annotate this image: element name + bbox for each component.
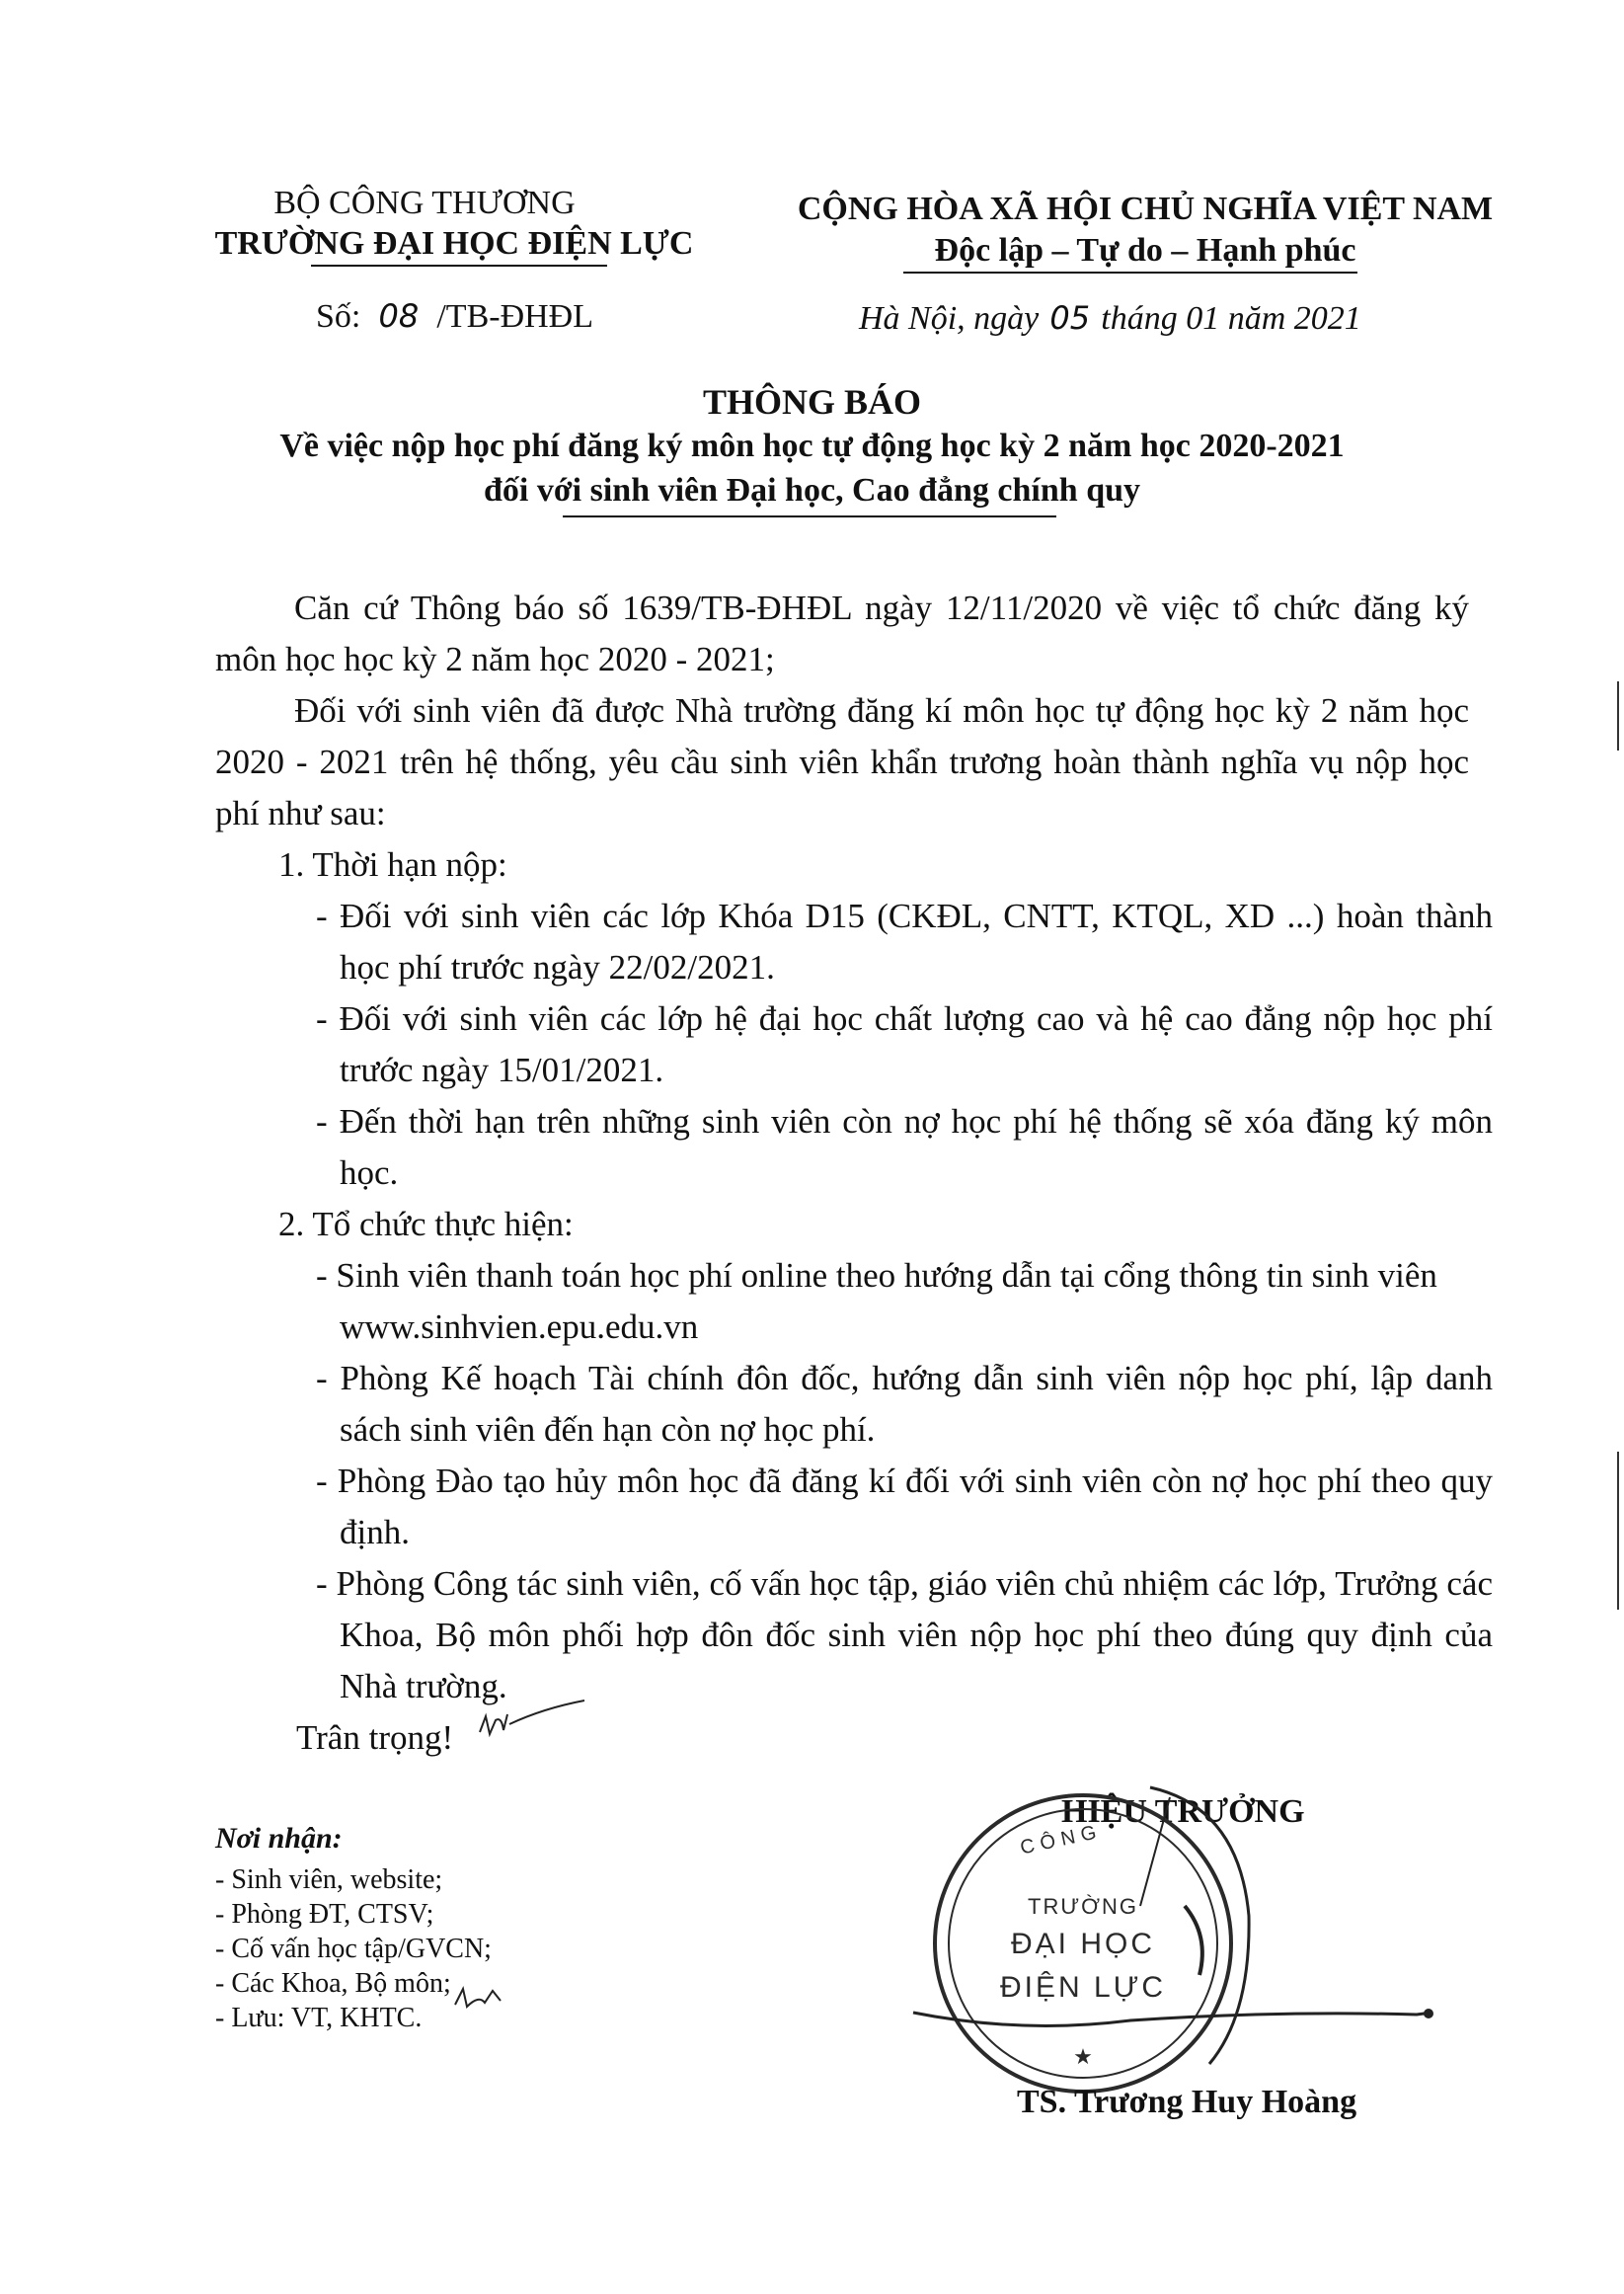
number-value: 08 — [378, 297, 420, 335]
section-2-heading: 2. Tổ chức thực hiện: — [278, 1205, 574, 1243]
title-underline — [563, 515, 1056, 517]
date-day: 05 — [1049, 299, 1091, 337]
republic-name: CỘNG HÒA XÃ HỘI CHỦ NGHĨA VIỆT NAM — [797, 191, 1494, 227]
national-motto: Độc lập – Tự do – Hạnh phúc — [934, 232, 1356, 269]
recipient-initial-mark — [449, 1965, 518, 2024]
closing-line: Trân trọng! — [296, 1718, 454, 1757]
date-suffix: tháng 01 năm 2021 — [1101, 300, 1361, 337]
notice-subject-line1: Về việc nộp học phí đăng ký môn học tự động học kỳ 2 năm học 2020-2021 — [279, 428, 1345, 464]
document-number — [316, 296, 593, 337]
section-1-item: - Đối với sinh viên các lớp Khóa D15 (CKĐL, CNTT, KTQL, XD ...) hoàn thành học phí trước ngày 22/02/2021. — [316, 897, 1493, 987]
recipient-item: - Cố vấn học tập/GVCN; — [215, 1934, 492, 1964]
scan-edge-mark — [1617, 681, 1619, 751]
section-2-item: - Phòng Công tác sinh viên, cố vấn học tập, giáo viên chủ nhiệm các lớp, Trưởng các Khoa, Bộ môn phối hợp đôn đốc sinh viên nộp học phí theo đúng quy định của Nhà trường. — [316, 1564, 1493, 1705]
paragraph-basis: Căn cứ Thông báo số 1639/TB-ĐHĐL ngày 12/11/2020 về việc tổ chức đăng ký môn học học kỳ 2 năm học 2020 - 2021; — [215, 589, 1469, 678]
motto-underline — [903, 272, 1357, 274]
svg-text:★: ★ — [1073, 2045, 1093, 2070]
scan-edge-mark — [1617, 1452, 1619, 1610]
recipients-heading: Nơi nhận: — [215, 1822, 343, 1855]
number-suffix: /TB-ĐHĐL — [436, 298, 594, 335]
seal-line: ĐIỆN LỰC — [1000, 1971, 1166, 2004]
recipient-item: - Phòng ĐT, CTSV; — [215, 1899, 434, 1930]
seal-line: ĐẠI HỌC — [1010, 1928, 1155, 1960]
number-prefix: Số: — [316, 298, 361, 335]
section-2-item: - Phòng Kế hoạch Tài chính đôn đốc, hướng dẫn sinh viên nộp học phí, lập danh sách sinh viên đến hạn còn nợ học phí. — [316, 1359, 1493, 1449]
recipient-item: - Sinh viên, website; — [215, 1864, 443, 1895]
section-1-item: - Đến thời hạn trên những sinh viên còn nợ học phí hệ thống sẽ xóa đăng ký môn học. — [316, 1102, 1493, 1192]
seal-arc-text: CÔNG — [1018, 1820, 1105, 1859]
place-date — [859, 298, 1361, 339]
school-underline — [311, 265, 607, 267]
seal-line: TRƯỜNG — [1028, 1894, 1138, 1919]
section-2-item: - Phòng Đào tạo hủy môn học đã đăng kí đối với sinh viên còn nợ học phí theo quy định. — [316, 1462, 1493, 1551]
school-name: TRƯỜNG ĐẠI HỌC ĐIỆN LỰC — [214, 225, 694, 262]
paragraph-request: Đối với sinh viên đã được Nhà trường đăng kí môn học tự động học kỳ 2 năm học 2020 - 2021 trên hệ thống, yêu cầu sinh viên khẩn trương hoàn thành nghĩa vụ nộp học phí như sau: — [215, 691, 1469, 832]
signatory-title: HIỆU TRƯỞNG — [1061, 1793, 1305, 1830]
ministry-name: BỘ CÔNG THƯƠNG — [273, 185, 576, 221]
notice-subject-line2: đối với sinh viên Đại học, Cao đẳng chính quy — [483, 472, 1141, 509]
recipient-item: - Các Khoa, Bộ môn; — [215, 1968, 451, 1999]
notice-title: THÔNG BÁO — [702, 382, 922, 422]
section-1-item: - Đối với sinh viên các lớp hệ đại học chất lượng cao và hệ cao đẳng nộp học phí trước ngày 15/01/2021. — [316, 999, 1493, 1089]
date-prefix: Hà Nội, ngày — [859, 300, 1040, 337]
section-1-heading: 1. Thời hạn nộp: — [278, 845, 507, 884]
initial-scribble — [474, 1691, 592, 1750]
signatory-name: TS. Trương Huy Hoàng — [1017, 2084, 1357, 2120]
section-2-item: - Sinh viên thanh toán học phí online theo hướng dẫn tại cổng thông tin sinh viên www.sinhvien.epu.edu.vn — [316, 1256, 1437, 1346]
recipient-item: - Lưu: VT, KHTC. — [215, 2003, 423, 2033]
